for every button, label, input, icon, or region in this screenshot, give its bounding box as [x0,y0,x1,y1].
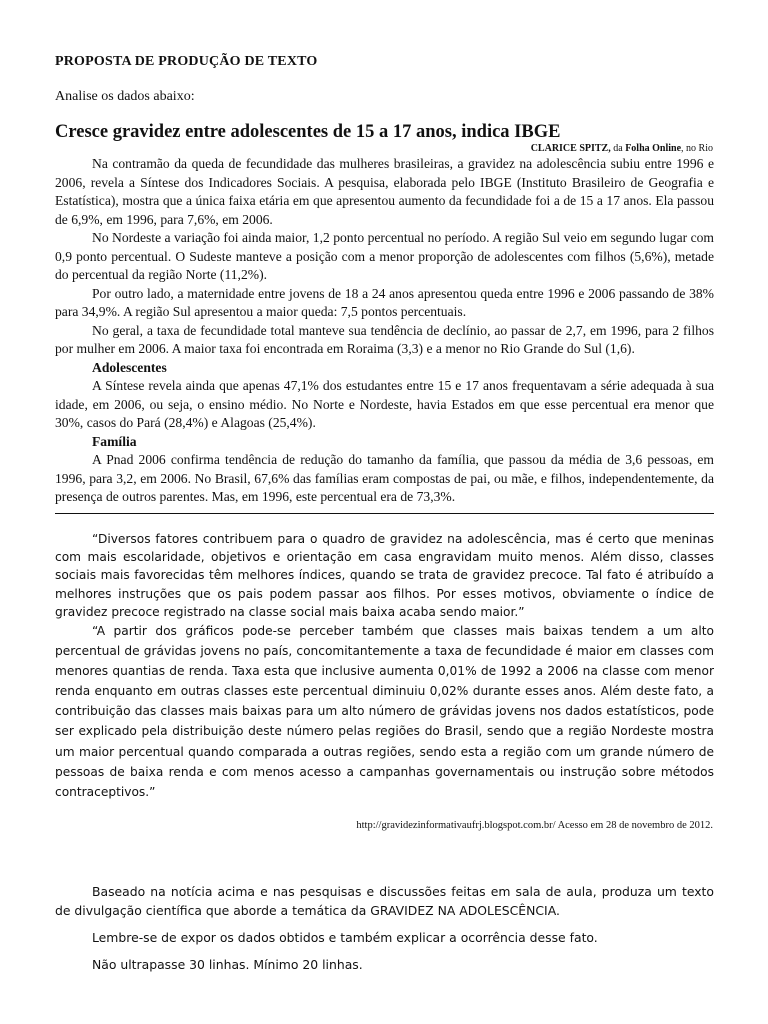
byline-connector: da [610,143,626,154]
article-byline [531,143,713,154]
section-heading-adolescentes: Adolescentes [92,359,167,375]
article-headline: Cresce gravidez entre adolescentes de 15 a 17 anos, indica IBGE [55,122,561,142]
section-text-adolescentes: A Síntese revela ainda que apenas 47,1% dos estudantes entre 15 e 17 anos frequentavam a série adequada à sua idade, em 2006, ou seja, o ensino médio. No Norte e Nordeste, havia Estados em que esse percentual era menor que 30%, casos do Pará (28,4%) e Alagoas (25,4%). [55,378,714,430]
byline-outlet: Folha Online [625,143,682,154]
instruction-paragraph: Não ultrapasse 30 linhas. Mínimo 20 linhas. [92,957,363,972]
quote-paragraph: “A partir dos gráficos pode-se perceber também que classes mais baixas tendem a um alto percentual de grávidas jovens no país, concomitantemente a taxa de fecundidade é maior em classes com menores quantias de renda. Taxa esta que inclusive aumenta 0,01% de 1992 a 2006 na classe com menor renda enquanto em outras classes este percentual diminuiu 0,02% durante esses anos. Além deste fato, a contribuição das classes mais baixas para um alto número de grávidas jovens nos dados estatísticos, pode ser explicado pela distribuição deste número pelas regiões do Brasil, sendo que a região Nordeste mostra um maior percentual quando comparada a outras regiões, sendo esta a região com um grande número de pessoas de baixa renda e com menos acesso a campanhas governamentais ou instrução sobre métodos contraceptivos.” [55,624,714,799]
intro-text: Analise os dados abaixo: [55,89,195,104]
divider-line [55,513,714,514]
instruction-paragraph: Lembre-se de expor os dados obtidos e também explicar a ocorrência desse fato. [92,930,598,945]
source-citation: http://gravidezinformativaufrj.blogspot.com.br/ Acesso em 28 de novembro de 2012. [356,820,713,831]
byline-place: , no Rio [681,143,713,154]
quote-paragraph: “Diversos fatores contribuem para o quadro de gravidez na adolescência, mas é certo que meninas com mais escolaridade, objetivos e orientação em casa engravidam muito menos. Além disso, classes sociais mais favorecidas têm melhores índices, quando se trata de gravidez precoce. Tal fato é atribuído a melhores instruções que os pais podem passar aos filhos. Por esses motivos, obviamente o índice de gravidez precoce registrado na classe social mais baixa acaba sendo maior.” [55,532,714,619]
instruction-paragraph: Baseado na notícia acima e nas pesquisas e discussões feitas em sala de aula, produza um texto de divulgação científica que aborde a temática da GRAVIDEZ NA ADOLESCÊNCIA. [55,884,714,918]
section-heading-familia: Família [92,433,137,449]
quotes-block [55,530,714,802]
article-paragraph: Por outro lado, a maternidade entre jovens de 18 a 24 anos apresentou queda entre 1996 e 2006 passando de 38% para 34,9%. A região Sul apresentou a maior queda: 7,5 pontos percentuais. [55,285,714,319]
section-text-familia: A Pnad 2006 confirma tendência de redução do tamanho da família, que passou da média de 3,6 pessoas, em 1996, para 3,2, em 2006. No Brasil, 67,6% das famílias eram compostas de pai, ou mãe, e filhos, independentemente, da presença de outros parentes. Mas, em 1996, este percentual era de 73,3%. [55,452,714,504]
article-paragraph: No Nordeste a variação foi ainda maior, 1,2 ponto percentual no período. A região Sul veio em segundo lugar com 0,9 ponto percentual. O Sudeste manteve a posição com a menor proporção de adolescentes com filhos (5,6%), metade do percentual da região Norte (11,2%). [55,230,714,282]
article-paragraph: Na contramão da queda de fecundidade das mulheres brasileiras, a gravidez na adolescência subiu entre 1996 e 2006, revela a Síntese dos Indicadores Sociais. A pesquisa, elaborada pelo IBGE (Instituto Brasileiro de Geografia e Estatística), mostra que a única faixa etária em que apresentou aumento da fecundidade foi a de 15 a 17 anos. Ela passou de 6,9%, em 1996, para 7,6%, em 2006. [55,156,714,227]
instructions-block [55,882,714,982]
article-body [55,155,714,507]
byline-author: CLARICE SPITZ, [530,143,611,154]
article-paragraph: No geral, a taxa de fecundidade total manteve sua tendência de declínio, ao passar de 2,7, em 1996, para 2 filhos por mulher em 2006. A maior taxa foi encontrada em Roraima (3,3) e a menor no Rio Grande do Sul (1,6). [55,322,714,356]
page-title: PROPOSTA DE PRODUÇÃO DE TEXTO [55,54,318,69]
